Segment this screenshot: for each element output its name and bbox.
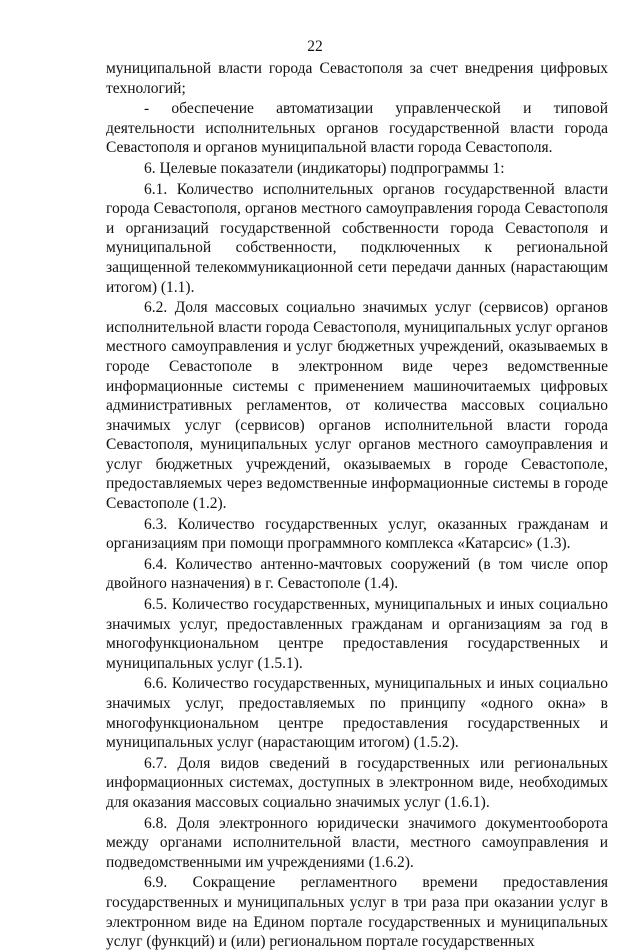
indicator-6-8: 6.8. Доля электронного юридически значимого документооборота между органами исполнительной власти, местного самоуправления и подведомственными им учреждениями (1.6.2). — [106, 814, 608, 871]
indicator-6-7: 6.7. Доля видов сведений в государственных или региональных информационных системах, доступных в электронном виде, необходимых для оказания массовых социально значимых услуг (1.6.1). — [106, 754, 608, 811]
indicator-6-2: 6.2. Доля массовых социально значимых услуг (сервисов) органов исполнительной власти города Севастополя, муниципальных услуг органов местного самоуправления и услуг бюджетных учреждений, оказываемых в городе Севастополе в электронном виде через ведомственные информационные системы с применением машиночитаемых цифровых административных регламентов, от количества массовых социально значимых услуг (сервисов) органов исполнительной власти города Севастополя, муниципальных услуг органов местного самоуправления и услуг бюджетных учреждений, оказываемых в городе Севастополе, предоставляемых через ведомственные информационные системы в городе Севастополе (1.2). — [106, 299, 608, 513]
document-body — [106, 59, 608, 952]
indicator-6-6: 6.6. Количество государственных, муниципальных и иных социально значимых услуг, предоставляемых по принципу «одного окна» в многофункциональном центре предоставления государственных и муниципальных услуг (нарастающим итогом) (1.5.2). — [106, 675, 608, 752]
page-number: 22 — [307, 38, 323, 55]
section-heading-targets: 6. Целевые показатели (индикаторы) подпрограммы 1: — [144, 159, 505, 177]
paragraph-continuation: муниципальной власти города Севастополя за счет внедрения цифровых технологий; — [106, 60, 608, 97]
indicator-6-3: 6.3. Количество государственных услуг, оказанных гражданам и организациям при помощи программного комплекса «Катарсис» (1.3). — [106, 515, 608, 553]
indicator-6-4: 6.4. Количество антенно-мачтовых сооружений (в том числе опор двойного назначения) в г. Севастополе (1.4). — [106, 555, 608, 593]
indicator-6-5: 6.5. Количество государственных, муниципальных и иных социально значимых услуг, предоставленных гражданам и организациям за год в многофункциональном центре предоставления государственных и муниципальных услуг (1.5.1). — [106, 596, 608, 672]
indicator-6-9: 6.9. Сокращение регламентного времени предоставления государственных и муниципальных услуг в три раза при оказании услуг в электронном виде на Едином портале государственных и муниципальных услуг (функций) и (или) региональном портале государственных — [106, 874, 608, 951]
indicator-6-1: 6.1. Количество исполнительных органов государственной власти города Севастополя, органов местного самоуправления города Севастополя и организаций государственной собственности города Севастополя и муниципальной собственности, подключенных к региональной защищенной телекоммуникационной сети передачи данных (нарастающим итогом) (1.1). — [106, 180, 608, 296]
paragraph-automation: - обеспечение автоматизации управленческой и типовой деятельности исполнительных органов государственной власти города Севастополя и органов муниципальной власти города Севастополя. — [106, 100, 608, 157]
